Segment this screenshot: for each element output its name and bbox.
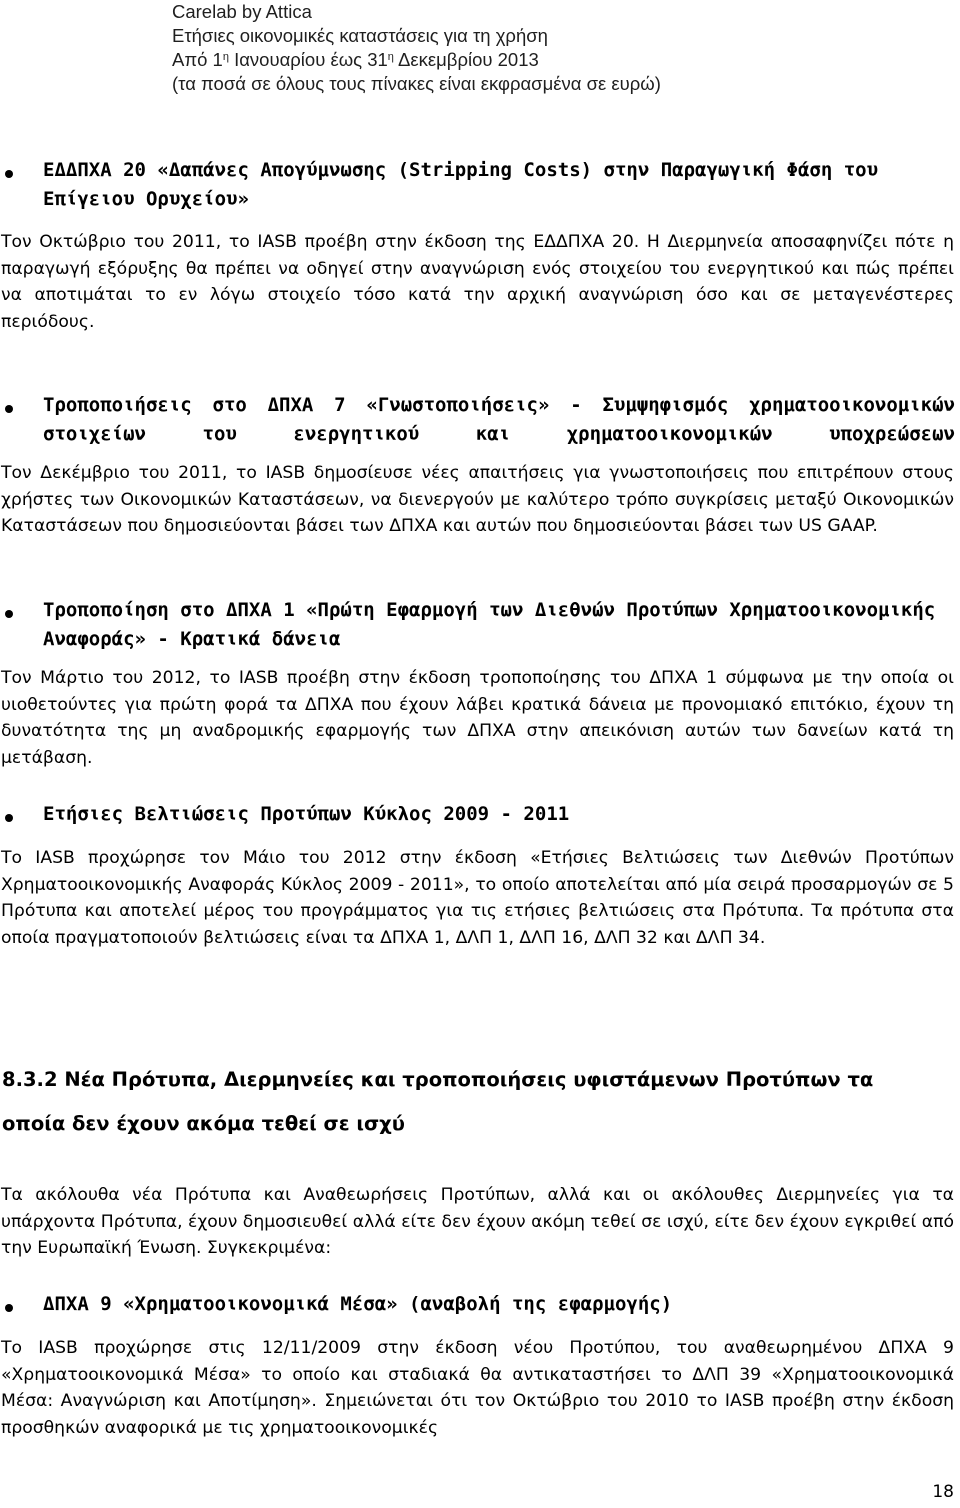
section-title-line: 8.3.2 Νέα Πρότυπα, Διερμηνείες και τροποποιήσεις υφιστάμενων Προτύπων τα: [2, 1068, 874, 1091]
item-paragraph: Το IASB προχώρησε τον Μάιο του 2012 στην έκδοση «Ετήσιες Βελτιώσεις των Διεθνών Προτύπων Χρηματοοικονομικής Αναφοράς Κύκλος 2009 - 2011», το οποίο αποτελείται από μία σειρά προσαρμογών σε 5 Πρότυπα και αποτελεί μέρος του προγράμματος για τις ετήσιες βελτιώσεις στα Πρότυπα. Τα πρότυπα στα οποία πραγματοποιούν βελτιώσεις είναι τα ΔΠΧΑ 1, ΔΛΠ 1, ΔΛΠ 16, ΔΛΠ 32 και ΔΛΠ 34.: [1, 848, 954, 948]
item-heading: ΔΠΧΑ 9 «Χρηματοοικονομικά Μέσα» (αναβολή της εφαρμογής): [43, 1293, 673, 1315]
document-header: [172, 0, 661, 96]
header-currency-note: (τα ποσά σε όλους τους πίνακες είναι εκφρασμένα σε ευρώ): [172, 73, 661, 94]
item-heading: Ετήσιες Βελτιώσεις Προτύπων Κύκλος 2009 - 2011: [43, 803, 570, 825]
section-intro: Τα ακόλουθα νέα Πρότυπα και Αναθεωρήσεις Προτύπων, αλλά και οι ακόλουθες Διερμηνείες για τα υπάρχοντα Πρότυπα, έχουν δημοσιευθεί αλλά είτε δεν έχουν ακόμη τεθεί σε ισχύ, είτε δεν έχουν εγκριθεί από την Ευρωπαϊκή Ένωση. Συγκεκριμένα:: [1, 1185, 954, 1259]
section-title-line: οποία δεν έχουν ακόμα τεθεί σε ισχύ: [2, 1112, 405, 1135]
item-heading: ΕΔΔΠΧΑ 20 «Δαπάνες Απογύμνωσης (Stripping Costs) στην Παραγωγική Φάση του Επίγειου Ορυχείου»: [43, 159, 879, 210]
header-company: Carelab by Attica: [172, 1, 312, 22]
bullet-icon: [5, 1304, 13, 1312]
header-title: Ετήσιες οικονομικές καταστάσεις για τη χρήση: [172, 25, 548, 46]
item-paragraph: Το IASB προχώρησε στις 12/11/2009 στην έκδοση νέου Προτύπου, του αναθεωρημένου ΔΠΧΑ 9 «Χρηματοοικονομικά Μέσα» το οποίο και σταδιακά θα αντικαταστήσει το ΔΛΠ 39 «Χρηματοοικονομικά Μέσα: Αναγνώριση και Αποτίμηση». Σημειώνεται ότι τον Οκτώβριο του 2010 το IASB προέβη στην έκδοση προσθηκών αναφορικά με τις χρηματοοικονομικές: [1, 1338, 954, 1438]
bullet-icon: [5, 814, 13, 822]
item-heading: Τροποποίηση στο ΔΠΧΑ 1 «Πρώτη Εφαρμογή των Διεθνών Προτύπων Χρηματοοικονομικής Αναφοράς» - Κρατικά δάνεια: [43, 599, 936, 650]
bullet-icon: [5, 405, 13, 413]
item-paragraph: Τον Μάρτιο του 2012, το IASB προέβη στην έκδοση τροποποίησης του ΔΠΧΑ 1 σύμφωνα με την οποία οι υιοθετούντες για πρώτη φορά τα ΔΠΧΑ που έχουν λάβει κρατικά δάνεια με προνομιακό επιτόκιο, έχουν τη δυνατότητα της μη αναδρομικής εφαρμογής των ΔΠΧΑ στην απεικόνιση αυτών των δανείων κατά τη μετάβαση.: [1, 668, 954, 768]
item-heading: Τροποποιήσεις στο ΔΠΧΑ 7 «Γνωστοποιήσεις» - Συμψηφισμός χρηματοοικονομικών στοιχείων του ενεργητικού και χρηματοοικονομικών υποχρεώσεων: [43, 394, 955, 445]
item-paragraph: Τον Δεκέμβριο του 2011, το IASB δημοσίευσε νέες απαιτήσεις για γνωστοποιήσεις που επιτρέπουν στους χρήστες των Οικονομικών Καταστάσεων, να διενεργούν με καλύτερο τρόπο συγκρίσεις μεταξύ Οικονομικών Καταστάσεων που δημοσιεύονται βάσει των ΔΠΧΑ και αυτών που δημοσιεύονται βάσει των US GAAP.: [1, 463, 954, 537]
page-number: 18: [932, 1482, 954, 1502]
bullet-icon: [5, 170, 13, 178]
item-paragraph: Τον Οκτώβριο του 2011, το IASB προέβη στην έκδοση της ΕΔΔΠΧΑ 20. Η Διερμηνεία αποσαφηνίζει πότε η παραγωγή εξόρυξης θα πρέπει να οδηγεί στην αναγνώριση ενός στοιχείου του ενεργητικού και πώς πρέπει να αποτιμάται το εν λόγω στοιχείο τόσο κατά την αρχική αναγνώριση όσο και σε μεταγενέστερες περιόδους.: [1, 232, 954, 332]
section-number: 8.3.2: [2, 1068, 58, 1091]
header-period: Από $1^\eta$ Ιανουαρίου έως $31^\eta$ Δεκεμβρίου 2013: [172, 49, 539, 70]
bullet-icon: [5, 610, 13, 618]
